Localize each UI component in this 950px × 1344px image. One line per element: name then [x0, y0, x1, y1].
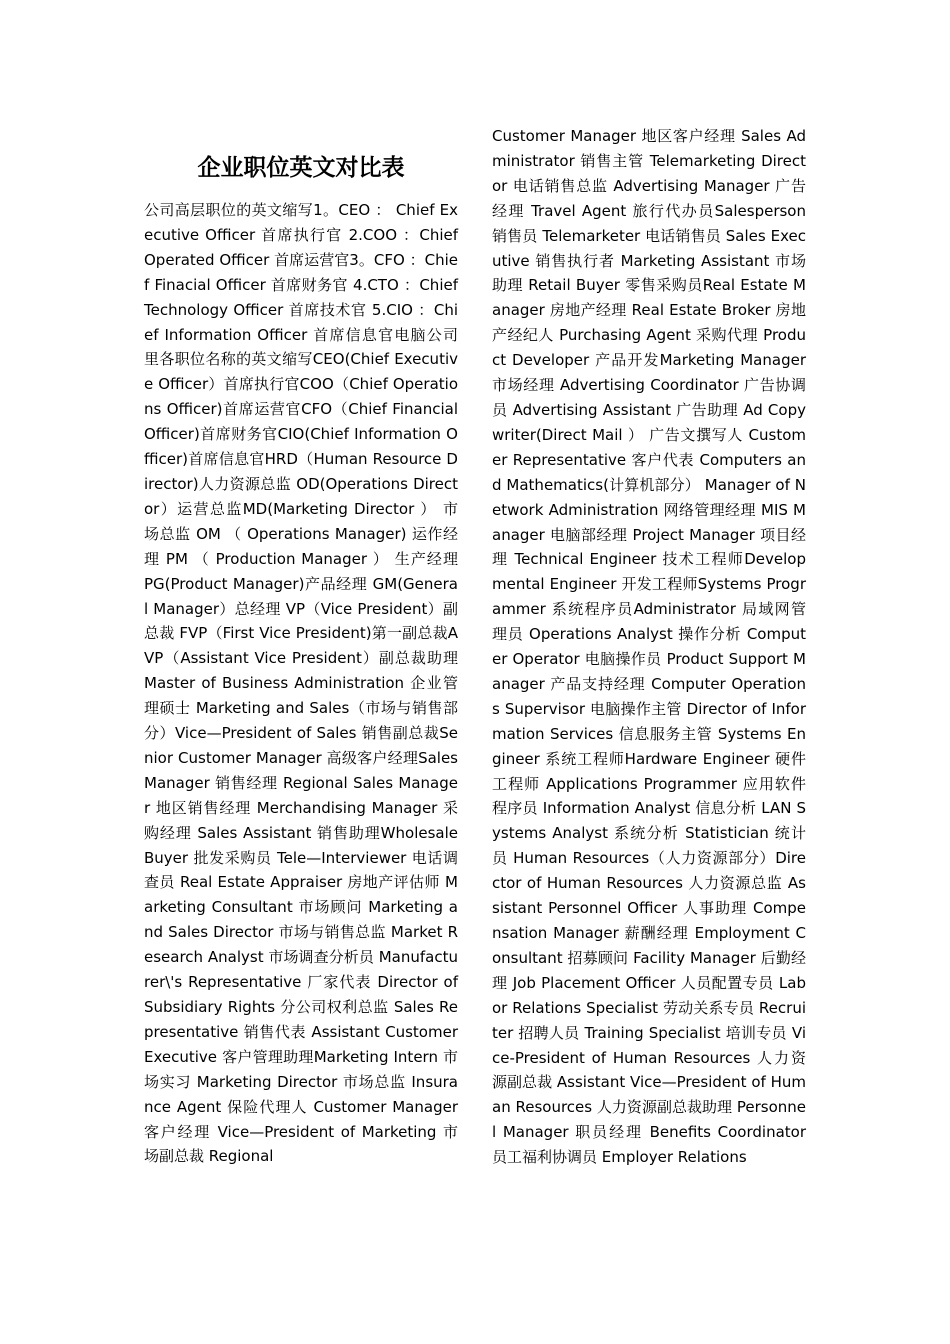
right-text-column: Customer Manager 地区客户经理 Sales Administrator 销售主管 Telemarketing Director 电话销售总监 Advertising Manager 广告经理 Travel Agent 旅行代办员Salesperson 销售员 Telemarketer 电话销售员 Sales Executive 销售执行者 Marketing Assistant 市场助理 Retail Buyer 零售采购员Real Estate Manager 房地产经理 Real Estate Broker 房地产经纪人 Purchasing Agent 采购代理 Product Developer 产品开发Marketing Manager 市场经理 Advertising Coordinator 广告协调员 Advertising Assistant 广告助理 Ad Copywriter(Direct Mail ） 广告文撰写人 Customer Representative 客户代表 Computers and Mathematics(计算机部分） Manager of Network Administration 网络管理经理 MIS Manager 电脑部经理 Project Manager 项目经理 Technical Engineer 技术工程师Developmental Engineer 开发工程师Systems Programmer 系统程序员Administrator 局域网管理员 Operations Analyst 操作分析 Computer Operator 电脑操作员 Product Support Manager 产品支持经理 Computer Operations Supervisor 电脑操作主管 Director of Information Services 信息服务主管 Systems Engineer 系统工程师Hardware Engineer 硬件工程师 Applications Programmer 应用软件程序员 Information Analyst 信息分析 LAN Systems Analyst 系统分析 Statistician 统计员 Human Resources（人力资源部分）Director of Human Resources 人力资源总监 Assistant Personnel Officer 人事助理 Compensation Manager 薪酬经理 Employment Consultant 招募顾问 Facility Manager 后勤经理 Job Placement Officer 人员配置专员 Labor Relations Specialist 劳动关系专员 Recruiter 招聘人员 Training Specialist 培训专员 Vice-President of Human Resources 人力资源副总裁 Assistant Vice—President of Human Resources 人力资源副总裁助理 Personnel Manager 职员经理 Benefits Coordinator 员工福利协调员 Employer Relations	[492, 127, 806, 1167]
document-title: 企业职位英文对比表	[197, 155, 405, 181]
left-text-column: 公司高层职位的英文缩写1。CEO ： Chief Executive Officer 首席执行官 2.COO ：Chief Operated Officer 首席运营官3。CFO ：Chief Finacial Officer 首席财务官 4.CTO ：Chief Technology Officer 首席技术官 5.CIO ：Chief Information Officer 首席信息官电脑公司里各职位名称的英文缩写CEO(Chief Executive Officer）首席执行官COO（Chief Operations Officer)首席运营官CFO（Chief Financial Officer)首席财务官CIO(Chief Information Officer)首席信息官HRD（Human Resource Director)人力资源总监 OD(Operations Director）运营总监MD(Marketing Director ） 市场总监 OM （ Operations Manager) 运作经理 PM （ Production Manager ） 生产经理 PG(Product Manager)产品经理 GM(General Manager）总经理 VP（Vice President）副总裁 FVP（First Vice President)第一副总裁AVP（Assistant Vice President）副总裁助理Master of Business Administration 企业管理硕士 Marketing and Sales（市场与销售部分）Vice—President of Sales 销售副总裁Senior Customer Manager 高级客户经理Sales Manager 销售经理 Regional Sales Manager 地区销售经理 Merchandising Manager 采购经理 Sales Assistant 销售助理Wholesale Buyer 批发采购员 Tele—Interviewer 电话调查员 Real Estate Appraiser 房地产评估师 Marketing Consultant 市场顾问 Marketing and Sales Director 市场与销售总监 Market Research Analyst 市场调查分析员 Manufacturer\'s Representative 厂家代表 Director of Subsidiary Rights 分公司权利总监 Sales Representative 销售代表 Assistant Customer Executive 客户管理助理Marketing Intern 市场实习 Marketing Director 市场总监 Insurance Agent 保险代理人 Customer Manager 客户经理 Vice—President of Marketing 市场副总裁 Regional	[144, 201, 458, 1166]
